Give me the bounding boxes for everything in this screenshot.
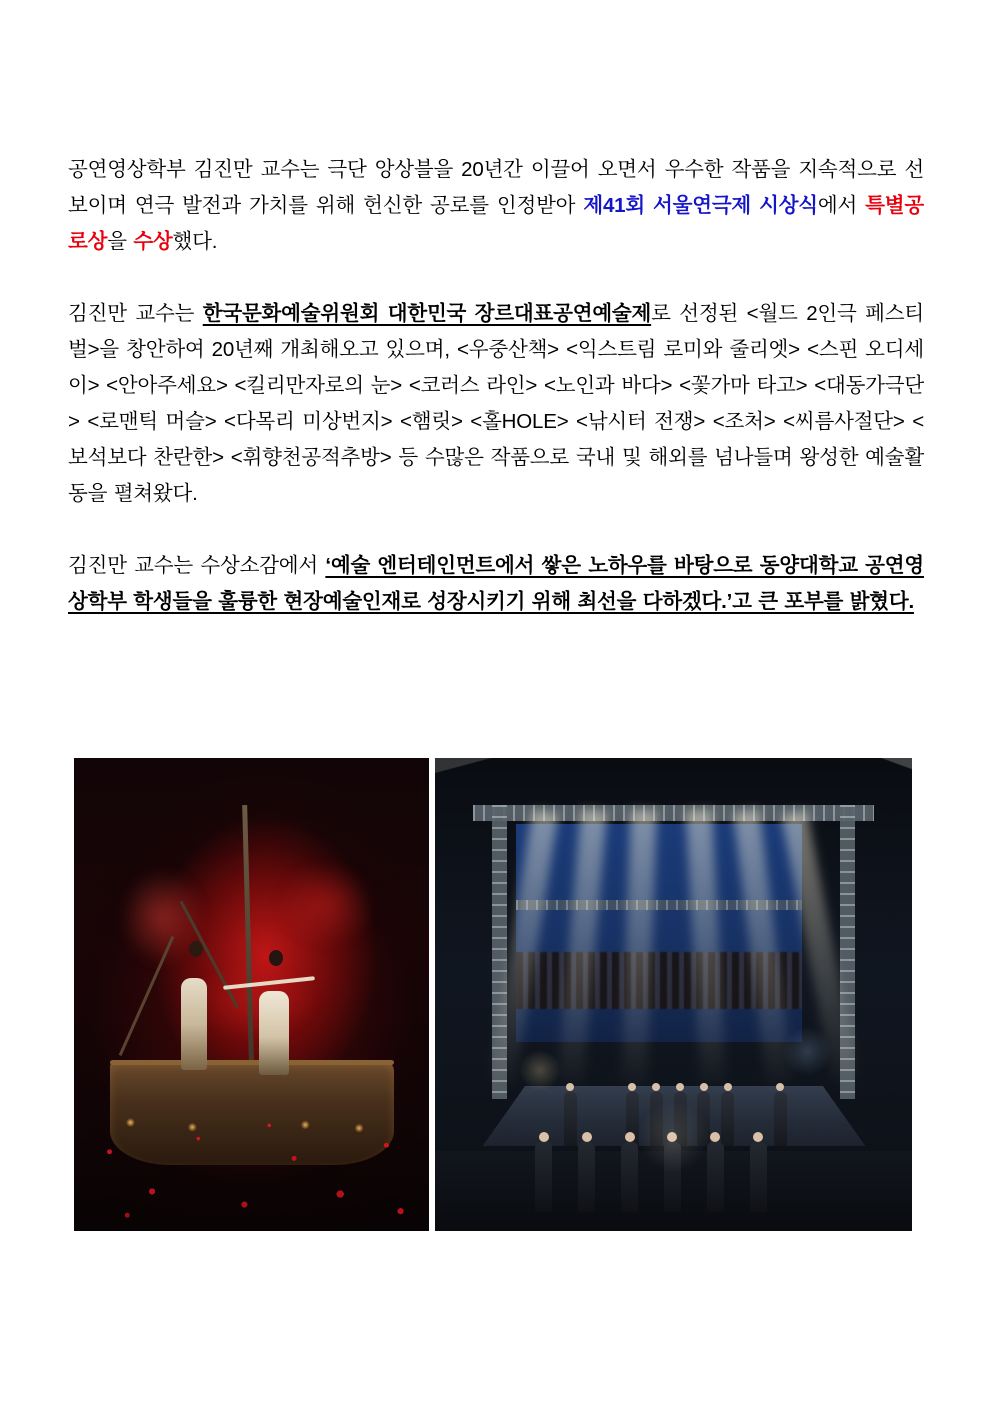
- paragraph-spacer-2: [68, 512, 924, 548]
- p1-award-ceremony: 제41회 서울연극제 시상식: [583, 194, 818, 217]
- p1-run-1: 공연영상학부 김진만 교수는 극단 앙상블을 20년간 이끌어 오면서 우수한 작품을 지속적으로 선보이며 연극 발전과 가치를 위해 헌신한 공로를 인정받아: [68, 158, 924, 217]
- document-body: [68, 152, 924, 620]
- concert-stage-photo: [435, 758, 912, 1231]
- theatre-performance-photo: [74, 758, 429, 1231]
- actor-right-body: [259, 991, 289, 1075]
- p1-run-7: 했다.: [172, 230, 218, 253]
- p3-acceptance-quote: ‘예술 엔터테인먼트에서 쌓은 노하우를 바탕으로 동양대학교 공연영상학부 학생들을 훌륭한 현장예술인재로 성장시키기 위해 최선을 다하겠다.’고 큰 포부를 밝혔다.: [68, 554, 924, 613]
- actor-left-head: [189, 941, 203, 957]
- p2-run-1: 김진만 교수는: [68, 302, 203, 325]
- red-petals-floor: [74, 1099, 429, 1231]
- p3-run-1: 김진만 교수는 수상소감에서: [68, 554, 326, 577]
- p2-festival-designation: 한국문화예술위원회 대한민국 장르대표공연예술제: [202, 302, 652, 325]
- boat-rail: [110, 1060, 394, 1065]
- p1-run-3: 에서: [817, 194, 866, 217]
- p1-award-verb: 수상: [133, 230, 173, 253]
- photo-row: [74, 758, 912, 1231]
- paragraph-2: [68, 296, 924, 512]
- actor-left-body: [181, 978, 207, 1070]
- paragraph-spacer-1: [68, 260, 924, 296]
- p2-run-3: 로 선정된 <월드 2인극 페스티벌>을 창안하여 20년째 개최해오고 있으며, <우중산책> <익스트림 로미와 줄리엣> <스핀 오디세이> <안아주세요> <킬리만자로의 눈> <코러스 라인> <노인과 바다> <꽃가마 타고> <대동가극단> <로맨틱 머슬> <다목리 미상번지> <햄릿> <홀HOLE> <낚시터 전쟁> <조처> <씨름사절단> <보석보다 찬란한> <휘향천공적추방> 등 수많은 작품으로 국내 및 해외를 넘나들며 왕성한 예술활동을 펼쳐왔다.: [68, 302, 924, 505]
- paragraph-1: [68, 152, 924, 260]
- stage-spot-glows: [435, 758, 912, 1231]
- paragraph-3: [68, 548, 924, 620]
- p1-run-5: 을: [107, 230, 134, 253]
- p1-award-name: 특별공로상: [68, 194, 924, 253]
